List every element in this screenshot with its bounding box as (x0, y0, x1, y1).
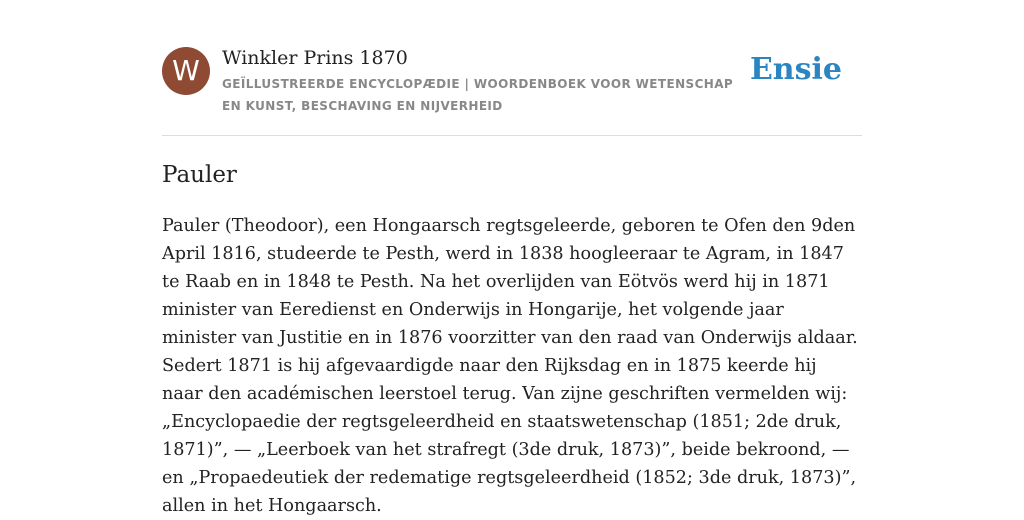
source-header (162, 0, 862, 136)
page-container (162, 0, 862, 516)
source-avatar[interactable]: W (162, 47, 210, 95)
ensie-logo-link[interactable]: Ensie (749, 52, 842, 87)
entry-title: Pauler (162, 162, 237, 188)
entry-body: Pauler (Theodoor), een Hongaarsch regtsgeleerde, geboren te Ofen den 9den April 1816, studeerde te Pesth, werd in 1838 hoogleeraar te Agram, in 1847 te Raab en in 1848 te Pesth. Na het overlijden van Eötvös werd hij in 1871 minister van Eeredienst en Onderwijs in Hongarije, het volgende jaar minister van Justitie en in 1876 voorzitter van den raad van Onderwijs aldaar. Sedert 1871 is hij afgevaardigde naar den Rijksdag en in 1875 keerde hij naar den académischen leerstoel terug. Van zijne geschriften vermelden wij: „Encyclopaedie der regtsgeleerdheid en staatswetenschap (1851; 2de druk, 1871)”, — „Leerboek van het strafregt (3de druk, 1873)”, beide bekroond, — en „Propaedeutiek der redematige regtsgeleerdheid (1852; 3de druk, 1873)”, allen in het Hongaarsch. (162, 216, 858, 516)
source-subtitle: GEÏLLUSTREERDE ENCYCLOPÆDIE | WOORDENBOEK VOOR WETENSCHAP EN KUNST, BESCHAVING EN NIJVERHEID (222, 77, 734, 113)
source-title[interactable]: Winkler Prins 1870 (222, 47, 408, 69)
